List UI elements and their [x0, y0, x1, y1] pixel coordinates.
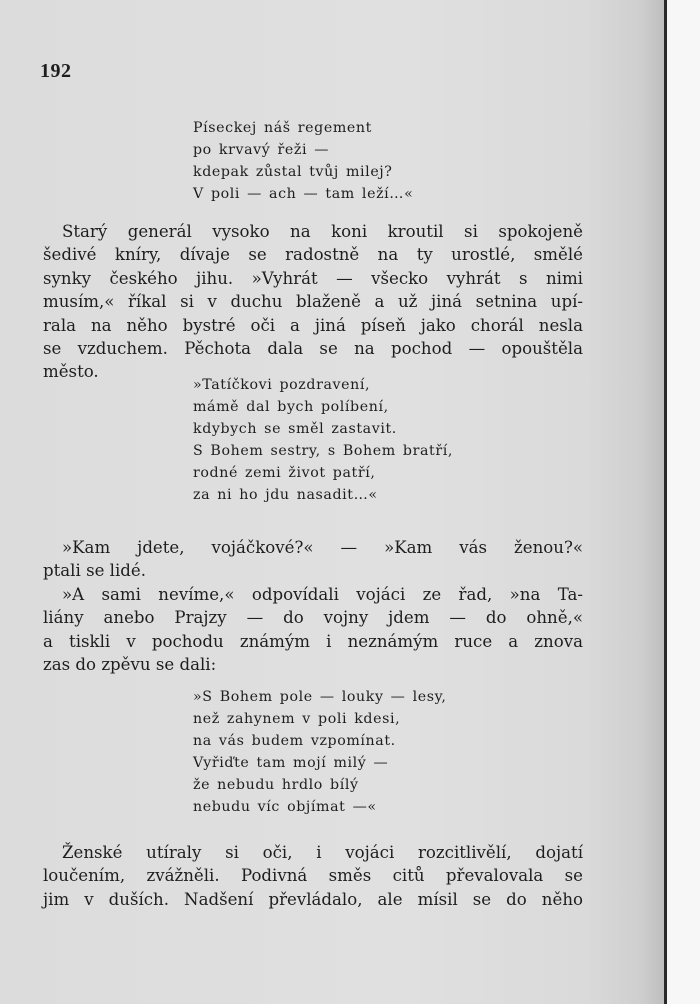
verse-line: po krvavý řeži —	[193, 142, 330, 158]
adjacent-page-margin	[667, 0, 700, 1004]
verse-line: »S Bohem pole — louky — lesy,	[193, 689, 447, 705]
page-number: 192	[40, 60, 72, 82]
paragraph-line: liány anebo Prajzy — do vojny jdem — do ohně,«	[43, 608, 583, 628]
paragraph-line: a tiskli v pochodu známým i neznámým ruce a znova	[43, 631, 583, 651]
verse-line: že nebudu hrdlo bílý	[193, 777, 359, 793]
paragraph-line: ptali se lidé.	[43, 561, 147, 581]
paragraph-1	[43, 220, 583, 384]
verse-line: kdepak zůstal tvůj milej?	[193, 164, 393, 180]
paragraph-line: »Kam jdete, vojáčkové?« — »Kam vás ženou?«	[62, 538, 583, 557]
paragraph-line: synky českého jihu. »Vyhrát — všecko vyhrát s nimi	[43, 268, 583, 288]
verse-stanza-1	[193, 117, 413, 205]
verse-line: nebudu víc objímat —«	[193, 799, 377, 815]
paragraph-line: »A sami nevíme,« odpovídali vojáci ze řad, »na Ta-	[62, 585, 583, 604]
verse-line: než zahynem v poli kdesi,	[193, 711, 401, 727]
paragraph-line: Ženské utíraly si oči, i vojáci rozcitlivělí, dojatí	[62, 843, 583, 862]
paragraph-2	[43, 536, 583, 583]
paragraph-line: rala na něho bystré oči a jiná píseň jako chorál nesla	[43, 315, 583, 335]
paragraph-line: loučením, zvážněli. Podivná směs citů převalovala se	[43, 866, 583, 886]
paragraph-line: se vzduchem. Pěchota dala se na pochod — opouštěla	[43, 339, 583, 359]
verse-line: V poli — ach — tam leží…«	[193, 186, 414, 202]
verse-stanza-3	[193, 686, 446, 818]
verse-line: za ni ho jdu nasadit…«	[193, 487, 378, 503]
paragraph-line: Starý generál vysoko na koni kroutil si spokojeně	[62, 222, 583, 241]
paragraph-line: jim v duších. Nadšení převládalo, ale mísil se do něho	[43, 889, 583, 909]
paragraph-4	[43, 841, 583, 911]
verse-stanza-2	[193, 374, 453, 506]
verse-line: S Bohem sestry, s Bohem bratří,	[193, 443, 453, 459]
verse-line: rodné zemi život patří,	[193, 465, 376, 481]
paragraph-line: město.	[43, 362, 99, 382]
verse-line: mámě dal bych políbení,	[193, 399, 389, 415]
paragraph-line: šedivé kníry, dívaje se radostně na ty urostlé, smělé	[43, 245, 583, 265]
verse-line: Vyřiďte tam mojí milý —	[193, 755, 389, 771]
verse-line: Píseckej náš regement	[193, 120, 372, 136]
verse-line: »Tatíčkovi pozdravení,	[193, 377, 371, 393]
paragraph-line: zas do zpěvu se dali:	[43, 655, 217, 675]
verse-line: kdybych se směl zastavit.	[193, 421, 397, 437]
paragraph-line: musím,« říkal si v duchu blaženě a už jiná setnina upí-	[43, 292, 583, 312]
verse-line: na vás budem vzpomínat.	[193, 733, 396, 749]
paragraph-3	[43, 583, 583, 677]
